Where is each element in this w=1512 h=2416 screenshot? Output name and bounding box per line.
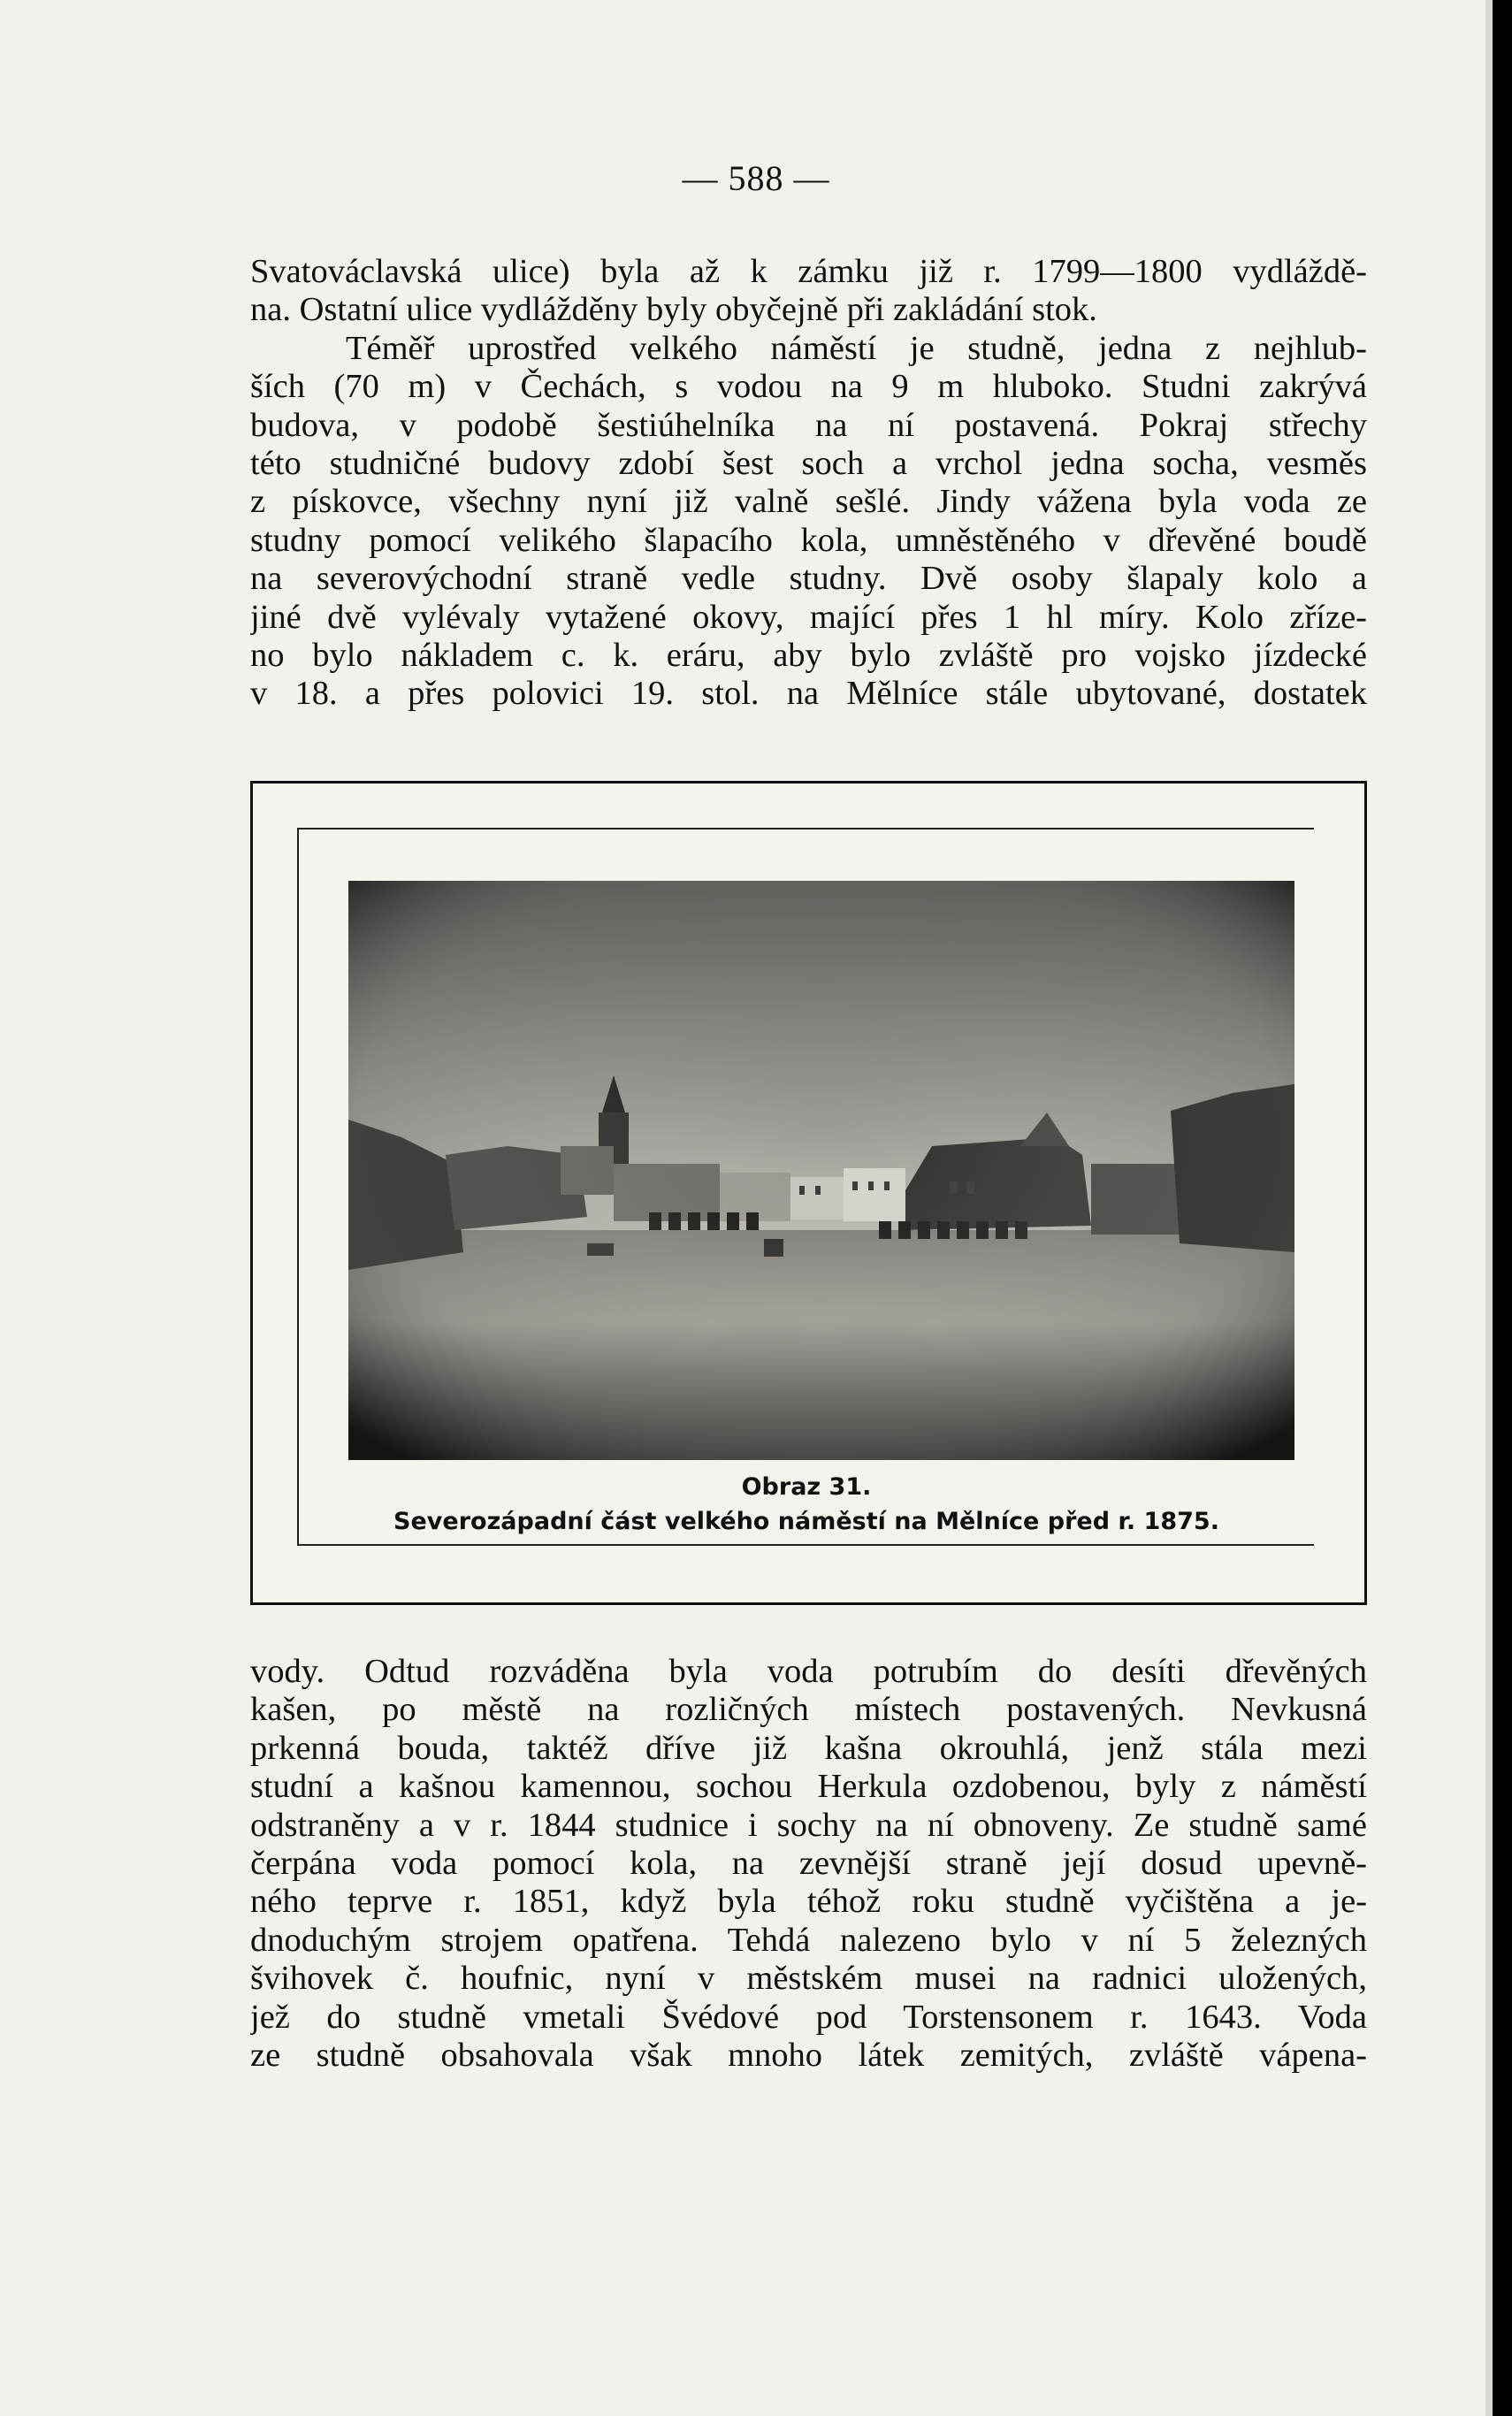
text-line: odstraněny a v r. 1844 studnice i sochy na ní obnoveny. Ze studně samé [250, 1806, 1367, 1844]
text-line: Téměř uprostřed velkého náměstí je studně, jedna z nejhlub- [346, 329, 1367, 367]
text-line: vody. Odtud rozváděna byla voda potrubím do desíti dřevěných [250, 1653, 1367, 1690]
text-line: ze studně obsahovala však mnoho látek zemitých, zvláště vápena- [250, 2036, 1367, 2074]
figure [250, 781, 1367, 1605]
text-line: studní a kašnou kamennou, sochou Herkula ozdobenou, byly z náměstí [250, 1768, 1367, 1806]
page-edge-shadow [1485, 0, 1493, 2416]
text-line: Svatováclavská ulice) byla až k zámku již r. 1799—1800 vydláždě- [250, 253, 1367, 290]
text-line: čerpána voda pomocí kola, na zevnější straně její dosud upevně- [250, 1844, 1367, 1882]
text-line: z pískovce, všechny nyní již valně sešlé. Jindy vážena byla voda ze [250, 483, 1367, 521]
text-line: jež do studně vmetali Švédové pod Torstensonem r. 1643. Voda [250, 1998, 1367, 2036]
text-block-bottom [250, 1653, 1367, 2075]
text-line: na. Ostatní ulice vydlážděny byly obyčejně při zakládání stok. [250, 291, 1097, 329]
text-line: dnoduchým strojem opatřena. Tehdá nalezeno bylo v ní 5 železných [250, 1921, 1367, 1959]
text-line: kašen, po městě na rozličných místech postavených. Nevkusná [250, 1691, 1367, 1729]
text-line: na severovýchodní straně vedle studny. Dvě osoby šlapaly kolo a [250, 560, 1367, 598]
text-line: švihovek č. houfnic, nyní v městském musei na radnici uložených, [250, 1960, 1367, 1998]
text-line: ného teprve r. 1851, když byla téhož roku studně vyčištěna a je- [250, 1883, 1367, 1921]
text-line: studny pomocí velikého šlapacího kola, umněstěného v dřevěné boudě [250, 521, 1367, 559]
figure-caption: Severozápadní část velkého náměstí na Mělníce před r. 1875. [393, 1508, 1219, 1535]
text-line: ších (70 m) v Čechách, s vodou na 9 m hluboko. Studni zakrývá [250, 368, 1367, 406]
text-line: této studničné budovy zdobí šest soch a vrchol jedna socha, vesměs [250, 444, 1367, 482]
text-line: budova, v podobě šestiúhelníka na ní postavená. Pokraj střechy [250, 406, 1367, 444]
figure-inner-frame [297, 828, 1314, 1546]
text-line: v 18. a přes polovici 19. stol. na Mělníce stále ubytované, dostatek [250, 675, 1367, 713]
text-block-top [250, 253, 1367, 714]
page-edge-border [1493, 0, 1512, 2416]
town-square-photo [348, 881, 1294, 1460]
text-line: prkenná bouda, taktéž dříve již kašna okrouhlá, jenž stála mezi [250, 1729, 1367, 1767]
figure-number: Obraz 31. [741, 1473, 872, 1501]
text-line: no bylo nákladem c. k. eráru, aby bylo zvláště pro vojsko jízdecké [250, 636, 1367, 674]
text-line: jiné dvě vylévaly vytažené okovy, mající přes 1 hl míry. Kolo zřízе- [250, 598, 1367, 636]
page-number: — 588 — [682, 158, 830, 198]
